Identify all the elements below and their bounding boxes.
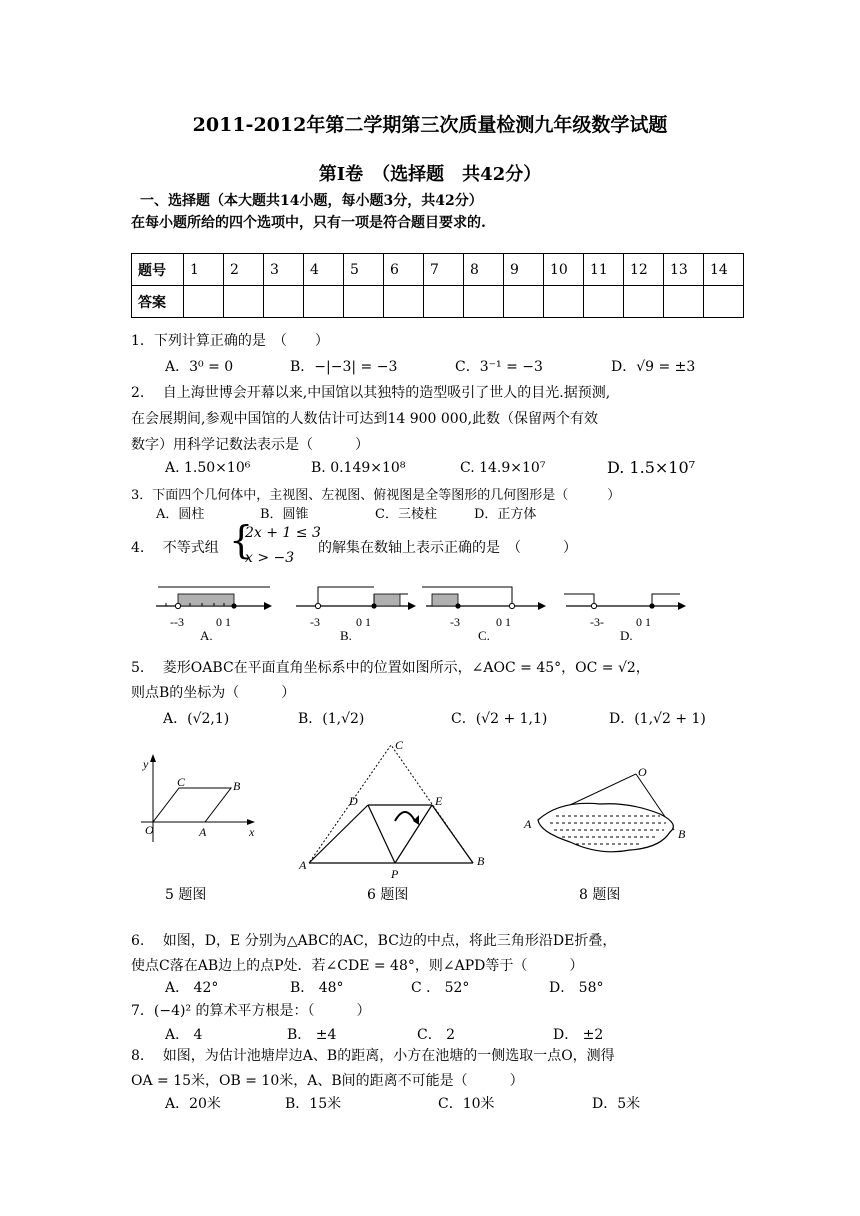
answer-cell[interactable] xyxy=(544,286,584,318)
number-line-c-figure xyxy=(420,582,560,642)
question-5-line2: 则点B的坐标为（ ） xyxy=(131,685,296,701)
table-cell-number: 9 xyxy=(504,254,544,286)
table-row-numbers xyxy=(132,254,744,286)
figure-8 xyxy=(520,760,695,870)
tick-label: -3- xyxy=(590,615,604,629)
question-2-line2: 在会展期间,参观中国馆的人数估计可达到14 900 000,此数（保留两个有效 xyxy=(131,411,599,427)
q1-option-c: C．3⁻¹ = −3 xyxy=(455,359,543,375)
question-8-line2: OA = 15米，OB = 10米，A、B间的距离不可能是（ ） xyxy=(131,1073,524,1089)
answer-cell[interactable] xyxy=(624,286,664,318)
answer-table xyxy=(131,253,744,318)
answer-cell[interactable] xyxy=(224,286,264,318)
question-4-prefix: 4. 不等式组 xyxy=(131,540,219,556)
figure-5 xyxy=(135,750,265,850)
number-line-b-figure xyxy=(290,582,430,642)
q1-option-a: A．3⁰ = 0 xyxy=(165,359,234,375)
answer-cell[interactable] xyxy=(304,286,344,318)
table-cell-number: 3 xyxy=(264,254,304,286)
q7-option-c: C． 2 xyxy=(417,1027,456,1043)
number-line-b xyxy=(296,587,416,642)
q5-option-d: D．(1,√2 + 1) xyxy=(609,711,706,727)
question-2-line1: 2. 自上海世博会开幕以来,中国馆以其独特的造型吸引了世人的目光.据预测, xyxy=(131,385,611,401)
q6-option-d: D． 58° xyxy=(549,980,604,996)
question-7-stem: 7．(−4)² 的算术平方根是：（ ） xyxy=(131,1003,371,1019)
table-cell-number: 14 xyxy=(704,254,744,286)
q5-option-c: C．(√2 + 1,1) xyxy=(451,711,548,727)
q2-option-a: A. 1.50×10⁶ xyxy=(165,460,251,476)
answer-cell[interactable] xyxy=(384,286,424,318)
point-label-c: C xyxy=(177,775,186,789)
question-5-line1: 5. 菱形OABC在平面直角坐标系中的位置如图所示，∠AOC = 45°，OC = √2， xyxy=(131,660,650,676)
point-label-o: O xyxy=(145,823,154,837)
figure-6 xyxy=(295,735,495,880)
arrow-icon xyxy=(264,602,272,610)
answer-cell[interactable] xyxy=(184,286,224,318)
answer-cell[interactable] xyxy=(424,286,464,318)
q1-option-d: D．√9 = ±3 xyxy=(611,359,696,375)
brace-icon: { xyxy=(229,518,254,562)
page-title: 2011-2012年第二学期第三次质量检测九年级数学试题 xyxy=(192,114,668,136)
axis-label-x: x xyxy=(249,825,255,839)
option-letter: A. xyxy=(200,628,213,642)
number-line-a xyxy=(156,587,272,642)
q7-option-d: D． ±2 xyxy=(553,1027,604,1043)
section-heading: 一、选择题（本大题共14小题，每小题3分，共42分） xyxy=(140,193,483,209)
tick-label: -3 xyxy=(450,615,460,629)
question-3-stem: 3．下面四个几何体中，主视图、左视图、俯视图是全等图形的几何图形是（ ） xyxy=(131,488,621,503)
q1-option-b: B．−|−3| = −3 xyxy=(290,359,398,375)
q3-option-b: B．圆锥 xyxy=(260,507,309,522)
table-cell-number: 13 xyxy=(664,254,704,286)
q7-option-b: B． ±4 xyxy=(287,1027,337,1043)
question-4-suffix: 的解集在数轴上表示正确的是 （ ） xyxy=(318,540,577,556)
tick-label: 0 1 xyxy=(636,615,651,629)
q3-option-a: A．圆柱 xyxy=(156,507,205,522)
q4-inequality-1: 2x + 1 ≤ 3 xyxy=(245,525,321,541)
point-label-a: A xyxy=(299,858,307,872)
q8-option-c: C．10米 xyxy=(438,1096,495,1112)
question-8-line1: 8. 如图，为估计池塘岸边A、B的距离，小方在池塘的一侧选取一点O，测得 xyxy=(131,1048,615,1064)
option-letter: C. xyxy=(478,628,490,642)
number-line-d xyxy=(564,594,686,642)
answer-cell[interactable] xyxy=(264,286,304,318)
table-cell-number: 1 xyxy=(184,254,224,286)
number-line-c xyxy=(422,587,546,642)
question-6-line1: 6. 如图，D，E 分别为△ABC的AC，BC边的中点，将此三角形沿DE折叠， xyxy=(131,933,617,949)
q6-option-b: B． 48° xyxy=(290,980,344,996)
q2-option-c: C. 14.9×10⁷ xyxy=(460,460,546,476)
answer-cell[interactable] xyxy=(464,286,504,318)
axis-label-y: y xyxy=(143,757,149,771)
q2-option-d: D. 1.5×10⁷ xyxy=(607,458,696,477)
q8-option-a: A．20米 xyxy=(165,1096,221,1112)
q6-option-c: C ． 52° xyxy=(411,980,470,996)
q3-option-c: C．三棱柱 xyxy=(375,507,437,522)
table-cell-number: 11 xyxy=(584,254,624,286)
answer-cell[interactable] xyxy=(584,286,624,318)
q5-option-a: A．(√2,1) xyxy=(163,711,230,727)
answer-cell[interactable] xyxy=(504,286,544,318)
question-6-line2: 使点C落在AB边上的点P处．若∠CDE = 48°，则∠APD等于（ ） xyxy=(131,958,584,974)
figure-5-caption: 5 题图 xyxy=(165,887,207,903)
point-label-a: A xyxy=(524,817,532,831)
figure-8-caption: 8 题图 xyxy=(579,887,621,903)
point-label-b: B xyxy=(233,779,241,793)
tick-label: -3 xyxy=(310,615,320,629)
tick-label: 0 1 xyxy=(496,615,511,629)
table-cell-number: 7 xyxy=(424,254,464,286)
question-1-stem: 1．下列计算正确的是 （ ） xyxy=(131,333,329,349)
table-row-answers xyxy=(132,286,744,318)
q4-inequality-2: x > −3 xyxy=(245,550,295,566)
q8-option-d: D．5米 xyxy=(592,1096,641,1112)
number-line-d-figure xyxy=(560,582,700,642)
table-cell-number: 6 xyxy=(384,254,424,286)
question-2-line3: 数字）用科学记数法表示是（ ） xyxy=(131,437,369,453)
arrow-icon xyxy=(538,602,546,610)
answer-cell[interactable] xyxy=(664,286,704,318)
table-header-answer: 答案 xyxy=(132,286,184,318)
q8-option-b: B．15米 xyxy=(285,1096,342,1112)
tick-label: 0 1 xyxy=(356,615,371,629)
q6-option-a: A． 42° xyxy=(165,980,219,996)
answer-cell[interactable] xyxy=(704,286,744,318)
table-cell-number: 4 xyxy=(304,254,344,286)
section-subtitle: 第Ⅰ卷 （选择题 共42分） xyxy=(318,164,542,185)
answer-cell[interactable] xyxy=(344,286,384,318)
table-cell-number: 12 xyxy=(624,254,664,286)
q3-option-d: D．正方体 xyxy=(474,507,537,522)
point-label-a: A xyxy=(199,825,207,839)
figure-6-caption: 6 题图 xyxy=(367,887,409,903)
table-cell-number: 10 xyxy=(544,254,584,286)
option-letter: D. xyxy=(620,628,633,642)
q5-option-b: B．(1,√2) xyxy=(298,711,365,727)
arrow-icon xyxy=(678,602,686,610)
point-label-e: E xyxy=(435,794,443,808)
point-label-p: P xyxy=(391,867,399,880)
point-label-c: C xyxy=(395,738,404,752)
instruction-text: 在每小题所给的四个选项中，只有一项是符合题目要求的. xyxy=(131,215,486,231)
point-label-o: O xyxy=(638,765,647,779)
q2-option-b: B. 0.149×10⁸ xyxy=(311,460,406,476)
pond-shape xyxy=(538,803,673,851)
q7-option-a: A． 4 xyxy=(165,1027,203,1043)
fold-arrow-icon xyxy=(395,812,415,821)
table-header-number: 题号 xyxy=(132,254,184,286)
arrow-icon xyxy=(150,754,156,762)
arrow-icon xyxy=(408,602,416,610)
table-cell-number: 5 xyxy=(344,254,384,286)
option-letter: B. xyxy=(340,628,352,642)
tick-label: 0 1 xyxy=(216,615,231,629)
point-label-b: B xyxy=(678,827,686,841)
table-cell-number: 8 xyxy=(464,254,504,286)
tick-label: --3 xyxy=(170,615,184,629)
table-cell-number: 2 xyxy=(224,254,264,286)
point-label-b: B xyxy=(477,854,485,868)
point-label-d: D xyxy=(349,794,358,808)
